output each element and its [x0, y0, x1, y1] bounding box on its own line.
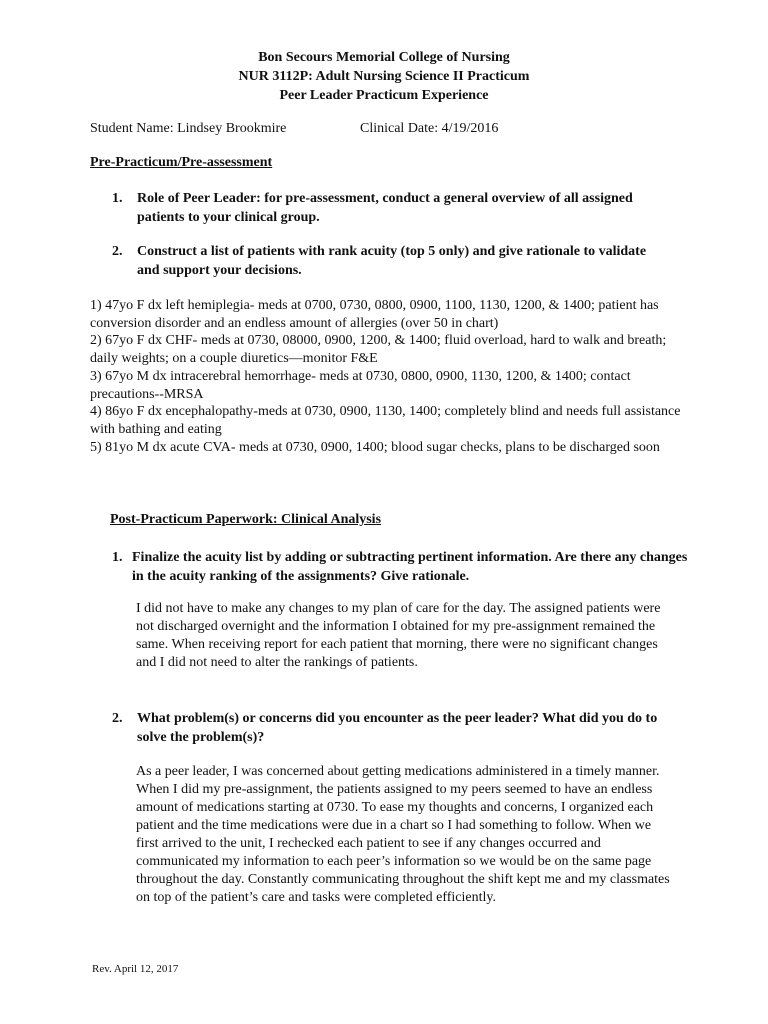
clinical-date: Clinical Date: 4/19/2016: [360, 121, 499, 136]
post-answer-2: [110, 763, 670, 907]
student-info: [90, 120, 499, 138]
pre-question-1-text: Role of Peer Leader: for pre-assessment, conduct a general overview of all assigned patients to your clinical group.: [137, 191, 633, 225]
post-question-2-text: What problem(s) or concerns did you encounter as the peer leader? What did you do to solve the problem(s)?: [137, 711, 658, 745]
list-item: 2) 67yo F dx CHF- meds at 0730, 08000, 0900, 1200, & 1400; fluid overload, hard to walk and breath; daily weights; on a couple diuretics—monitor F&E: [90, 333, 667, 367]
pre-question-1-number: 1.: [112, 191, 123, 206]
post-answer-1-text: I did not have to make any changes to my plan of care for the day. The assigned patients were not discharged overnight and the information I obtained for my pre-assignment remained the same. When receiving report for each patient that morning, there were no significant changes and I did not need to alter the rankings of patients.: [136, 601, 661, 670]
list-item: 1) 47yo F dx left hemiplegia- meds at 0700, 0730, 0800, 0900, 1100, 1130, 1200, & 1400; patient has conversion disorder and an endless amount of allergies (over 50 in chart): [90, 298, 659, 331]
pre-question-2-text: Construct a list of patients with rank acuity (top 5 only) and give rationale to validate and support your decisions.: [137, 244, 647, 278]
document-title: Peer Leader Practicum Experience: [279, 88, 489, 103]
list-item: 5) 81yo M dx acute CVA- meds at 0730, 0900, 1400; blood sugar checks, plans to be discharged soon: [90, 439, 660, 455]
pre-question-1: [112, 189, 652, 227]
list-item: 4) 86yo F dx encephalopathy-meds at 0730, 0900, 1130, 1400; completely blind and needs full assistance with bathing and eating: [90, 404, 681, 437]
post-question-1: [112, 548, 692, 586]
post-question-2: [112, 709, 672, 747]
post-question-2-number: 2.: [112, 711, 123, 726]
patient-acuity-list: [90, 297, 690, 456]
college-name: Bon Secours Memorial College of Nursing: [258, 50, 510, 65]
post-practicum-heading: Post-Practicum Paperwork: Clinical Analysis: [110, 512, 382, 527]
pre-practicum-heading: Pre-Practicum/Pre-assessment: [90, 155, 273, 170]
revision-footer: Rev. April 12, 2017: [92, 963, 179, 975]
pre-question-2-number: 2.: [112, 244, 123, 259]
pre-question-2: [112, 242, 652, 280]
document-header: [0, 48, 768, 105]
post-answer-1: [110, 600, 670, 672]
post-answer-2-text: As a peer leader, I was concerned about getting medications administered in a timely manner. When I did my pre-assignment, the patients assigned to my peers seemed to have an endless amount of medications starting at 0730. To ease my thoughts and concerns, I organized each patient and the time medications were due in a chart so I had something to follow. When we first arrived to the unit, I rechecked each patient to see if any changes occurred and communicated my information to each peer’s information so we would be on the same page throughout the day. Constantly communicating throughout the shift kept me and my classmates on top of the patient’s care and tasks were completed efficiently.: [136, 764, 670, 905]
post-question-1-number: 1.: [112, 550, 123, 565]
post-question-1-text: Finalize the acuity list by adding or subtracting pertinent information. Are there any changes in the acuity ranking of the assignments? Give rationale.: [132, 550, 688, 584]
student-name: Student Name: Lindsey Brookmire: [90, 121, 287, 136]
course-title: NUR 3112P: Adult Nursing Science II Practicum: [238, 69, 530, 84]
list-item: 3) 67yo M dx intracerebral hemorrhage- meds at 0730, 0800, 0900, 1130, 1200, & 1400; contact precautions--MRSA: [90, 368, 631, 402]
